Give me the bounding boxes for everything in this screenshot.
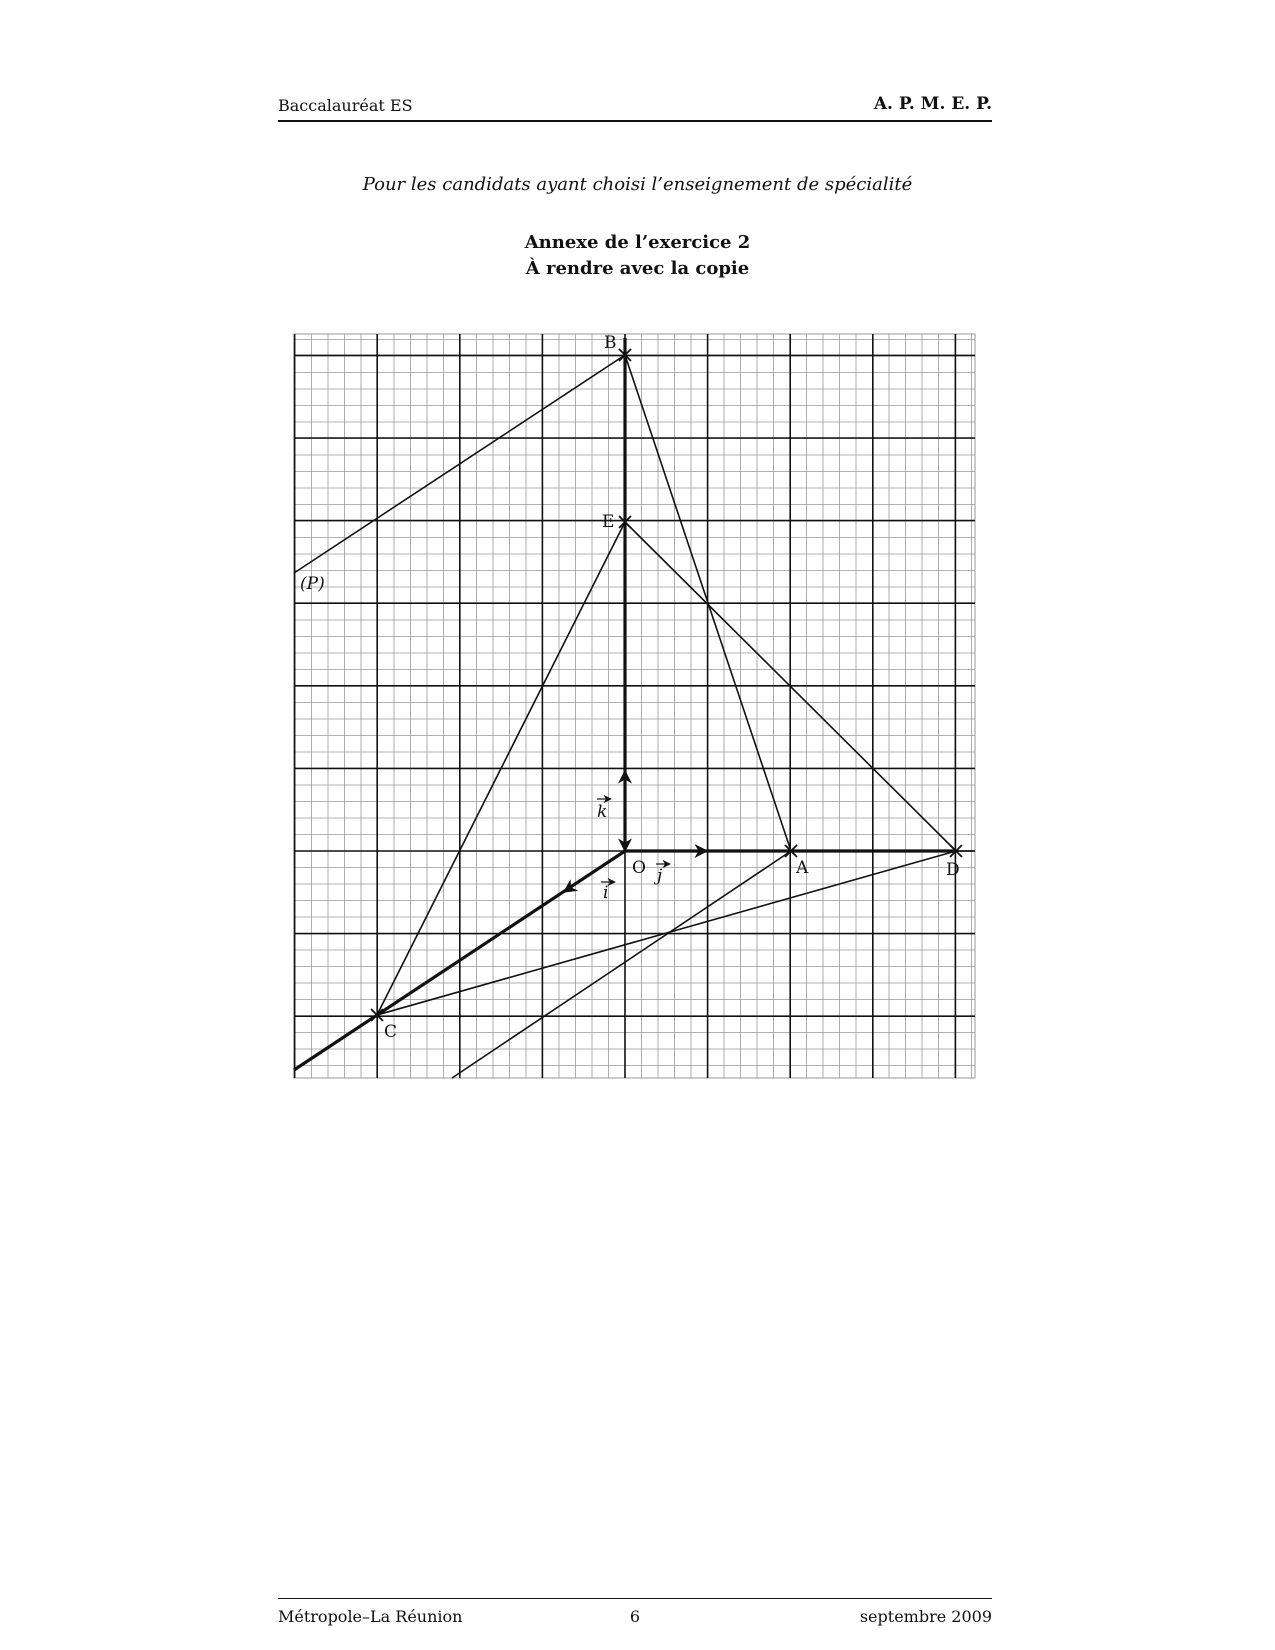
label-b: B: [604, 333, 617, 353]
vector-i-arrow: [564, 851, 625, 892]
annex-title-line1: Annexe de l’exercice 2: [524, 232, 751, 253]
page-number: 6: [629, 1607, 641, 1626]
header-right: A. P. M. E. P.: [873, 94, 992, 114]
header-left: Baccalauréat ES: [278, 96, 413, 115]
label-o: O: [632, 858, 646, 878]
label-e: E: [602, 512, 615, 532]
label-vector-i: i: [603, 883, 609, 903]
label-vector-j: j: [657, 866, 663, 886]
label-a: A: [796, 858, 809, 878]
label-vector-k: k: [597, 802, 608, 822]
footer-left: Métropole–La Réunion: [278, 1607, 463, 1626]
annex-title-line2: À rendre avec la copie: [525, 258, 750, 279]
footer-right: septembre 2009: [859, 1607, 992, 1626]
label-c: C: [384, 1022, 398, 1042]
label-d: D: [946, 860, 960, 880]
label-plane-p: (P): [300, 574, 325, 594]
intro-text: Pour les candidats ayant choisi l’enseignement de spécialité: [362, 174, 913, 195]
page-footer: [278, 1598, 992, 1627]
